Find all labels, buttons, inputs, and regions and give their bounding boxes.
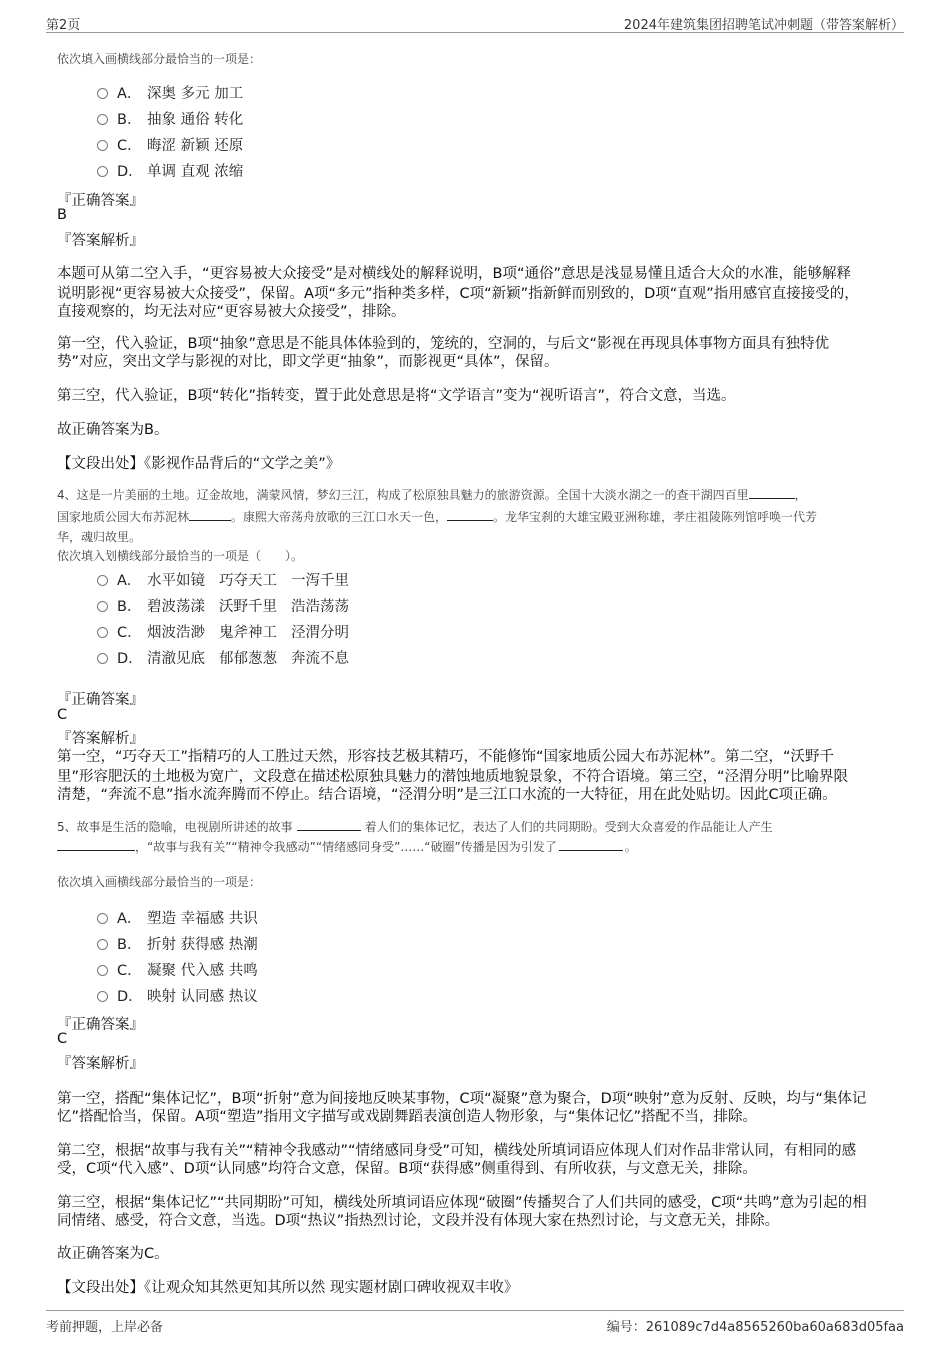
q5-stem-line: 5、故事是生活的隐喻，电视剧所讲述的故事 着人们的集体记忆，表达了人们的共同期盼。受到大众喜爱的作品能让人产生: [57, 820, 773, 834]
radio-icon[interactable]: [97, 913, 108, 924]
q5-source: 【文段出处】《让观众知其然更知其所以然 现实题材剧口碑收视双丰收》: [57, 1280, 519, 1296]
radio-icon[interactable]: [97, 991, 108, 1002]
q4-option-b[interactable]: B． 碧波荡漾 沃野千里 浩浩荡荡: [97, 595, 349, 616]
radio-icon[interactable]: [97, 653, 108, 664]
q5-option-c[interactable]: C． 凝聚 代入感 共鸣: [97, 959, 258, 980]
q3-option-c[interactable]: C． 晦涩 新颖 还原: [97, 134, 243, 155]
q3-analysis-line: 说明影视“更容易被大众接受”，保留。A项“多元”指种类多样，C项“新颖”指新鲜而别致的，D项“直观”指用感官直接接受的，: [57, 286, 859, 302]
q3-option-d[interactable]: D． 单调 直观 浓缩: [97, 160, 243, 181]
q4-analysis-label: 『答案解析』: [57, 731, 144, 747]
q5-analysis-line: 同情绪、感受，符合文意，当选。D项“热议”指热烈讨论，文段并没有体现大家在热烈讨论，与文意无关，排除。: [57, 1213, 780, 1229]
q5-conclusion: 故正确答案为C。: [57, 1246, 169, 1262]
q5-analysis-line: 第三空，根据“集体记忆”“共同期盼”可知，横线处所填词语应体现“破圈”传播契合了人们共同的感受，C项“共鸣”意为引起的相: [57, 1195, 867, 1211]
q5-prompt: 依次填入画横线部分最恰当的一项是：: [57, 875, 262, 889]
q4-answer: C: [57, 707, 68, 723]
q3-analysis-line: 本题可从第二空入手，“更容易被大众接受”是对横线处的解释说明，B项“通俗”意思是浅显易懂且适合大众的水准，能够解释: [57, 266, 851, 282]
q5-option-a[interactable]: A． 塑造 幸福感 共识: [97, 907, 258, 928]
blank-line: [447, 510, 493, 521]
q5-analysis-line: 第二空，根据“故事与我有关”“精神令我感动”“情绪感同身受”可知，横线处所填词语应体现人们对作品非常认同，有相同的感: [57, 1143, 857, 1159]
q5-analysis-line: 受，C项“代入感”、D项“认同感”均符合文意，保留。B项“获得感”侧重得到、有所收获，与文意无关，排除。: [57, 1161, 757, 1177]
radio-icon[interactable]: [97, 140, 108, 151]
blank-line: [297, 820, 361, 831]
footer-slogan: 考前押题，上岸必备: [46, 1320, 164, 1335]
q3-prompt: 依次填入画横线部分最恰当的一项是：: [57, 52, 262, 66]
q3-analysis-line: 势”对应，突出文学与影视的对比，即文学更“抽象”，而影视更“具体”，保留。: [57, 354, 559, 370]
q3-source: 【文段出处】《影视作品背后的“文学之美”》: [57, 456, 341, 472]
q5-option-b[interactable]: B． 折射 获得感 热潮: [97, 933, 258, 954]
radio-icon[interactable]: [97, 114, 108, 125]
q5-stem-line: ，“故事与我有关”“精神令我感动”“情绪感同身受”……“破圈”传播是因为引发了 。: [57, 838, 637, 855]
q3-option-b[interactable]: B． 抽象 通俗 转化: [97, 108, 243, 129]
q4-analysis-line: 清楚，“奔流不息”指水流奔腾而不停止。结合语境，“泾渭分明”是三江口水流的一大特征，用在此处贴切。因此C项正确。: [57, 787, 837, 803]
q5-answer-label: 『正确答案』: [57, 1017, 144, 1033]
blank-line: [57, 840, 135, 851]
q5-option-d[interactable]: D． 映射 认同感 热议: [97, 985, 258, 1006]
page-number: 第2页: [46, 18, 81, 33]
document-title: 2024年建筑集团招聘笔试冲刺题（带答案解析）: [623, 18, 904, 33]
q4-analysis-line: 里”形容肥沃的土地极为宽广，文段意在描述松原独具魅力的潜蚀地质地貌景象，不符合语境。第三空，“泾渭分明”比喻界限: [57, 769, 849, 785]
q4-option-a[interactable]: A． 水平如镜 巧夺天工 一泻千里: [97, 569, 349, 590]
q4-stem-line: 4、这是一片美丽的土地。辽金故地，满蒙风情，梦幻三江，构成了松原独具魅力的旅游资源。全国十大淡水湖之一的查干湖四百里 ，: [57, 488, 807, 502]
q5-analysis-label: 『答案解析』: [57, 1056, 144, 1072]
document-code: 编号：261089c7d4a8565260ba60a683d05faa: [606, 1320, 904, 1335]
q5-analysis-line: 第一空，搭配“集体记忆”，B项“折射”意为间接地反映某事物，C项“凝聚”意为聚合，D项“映射”意为反射、反映，均与“集体记: [57, 1091, 867, 1107]
q4-stem-line: 华，魂归故里。: [57, 530, 142, 544]
q4-stem-line: 国家地质公园大布苏泥林 。康熙大帝荡舟放歌的三江口水天一色， 。龙华宝刹的大雄宝殿亚洲称雄，孝庄祖陵陈列馆呼唤一代芳: [57, 510, 818, 524]
q4-option-c[interactable]: C． 烟波浩渺 鬼斧神工 泾渭分明: [97, 621, 349, 642]
q4-answer-label: 『正确答案』: [57, 692, 144, 708]
q3-analysis-line: 第一空，代入验证，B项“抽象”意思是不能具体体验到的，笼统的，空洞的，与后文“影视在再现具体事物方面具有独特优: [57, 336, 829, 352]
radio-icon[interactable]: [97, 166, 108, 177]
q3-analysis-label: 『答案解析』: [57, 233, 144, 249]
radio-icon[interactable]: [97, 939, 108, 950]
radio-icon[interactable]: [97, 601, 108, 612]
radio-icon[interactable]: [97, 627, 108, 638]
page-footer: [46, 1310, 904, 1335]
q5-answer: C: [57, 1031, 68, 1047]
q4-analysis-line: 第一空，“巧夺天工”指精巧的人工胜过天然，形容技艺极其精巧，不能修饰“国家地质公园大布苏泥林”。第二空，“沃野千: [57, 749, 835, 765]
blank-line: [749, 488, 795, 499]
q4-option-d[interactable]: D． 清澈见底 郁郁葱葱 奔流不息: [97, 647, 349, 668]
q4-prompt: 依次填入划横线部分最恰当的一项是（ ）。: [57, 549, 304, 563]
q5-analysis-line: 忆”搭配恰当，保留。A项“塑造”指用文字描写或戏剧舞蹈表演创造人物形象，与“集体记忆”搭配不当，排除。: [57, 1109, 757, 1125]
radio-icon[interactable]: [97, 965, 108, 976]
q3-answer: B: [57, 207, 67, 223]
q3-conclusion: 故正确答案为B。: [57, 422, 169, 438]
q3-answer-label: 『正确答案』: [57, 193, 144, 209]
page-header: [46, 10, 904, 33]
q3-analysis-line: 直接观察的，均无法对应“更容易被大众接受”，排除。: [57, 304, 406, 320]
q3-analysis-line: 第三空，代入验证，B项“转化”指转变，置于此处意思是将“文学语言”变为“视听语言”，符合文意，当选。: [57, 388, 736, 404]
radio-icon[interactable]: [97, 575, 108, 586]
blank-line: [189, 510, 231, 521]
blank-line: [559, 840, 623, 851]
radio-icon[interactable]: [97, 88, 108, 99]
q3-option-a[interactable]: A． 深奥 多元 加工: [97, 82, 243, 103]
